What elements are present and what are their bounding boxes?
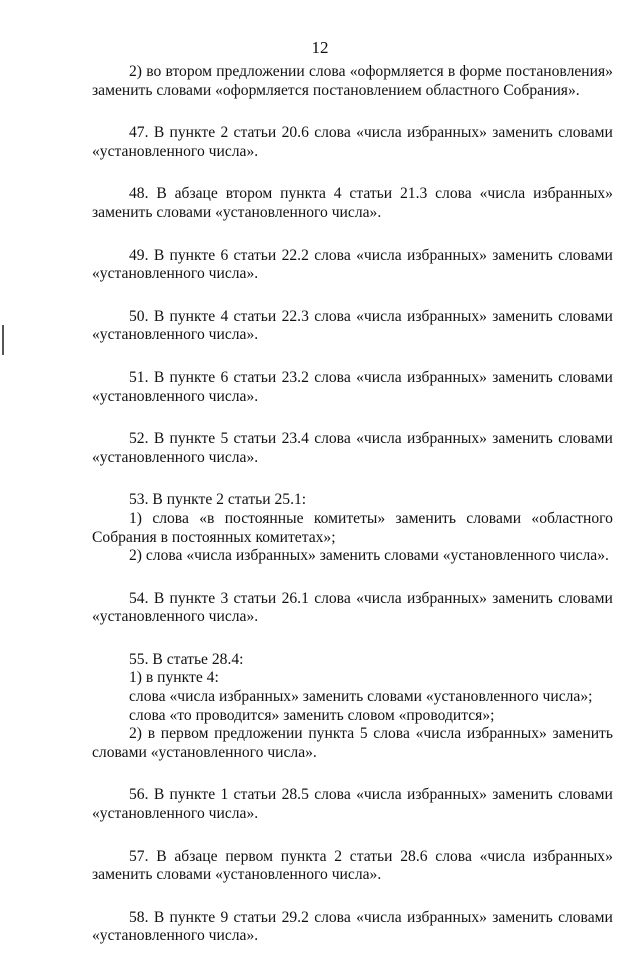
text-line: 48. В абзаце втором пункта 4 статьи 21.3 слова «числа избранных» (129, 185, 613, 203)
text-line: заменить словами «оформляется постановлением областного Собрания». (92, 81, 580, 99)
text-line: «установленного числа». (92, 805, 259, 823)
text-line: заменить словами «установленного числа». (92, 866, 382, 884)
text-line: 1) слова «в постоянные комитеты» заменить словами «областного (129, 509, 613, 527)
text-line: 56. В пункте 1 статьи 28.5 слова «числа избранных» заменить словами (129, 786, 613, 804)
text-line: 58. В пункте 9 статьи 29.2 слова «числа избранных» заменить словами (129, 908, 613, 926)
scan-margin-mark (2, 325, 4, 355)
text-line: 49. В пункте 6 статьи 22.2 слова «числа избранных» заменить словами (129, 246, 613, 264)
text-line: 55. В статье 28.4: (129, 650, 244, 668)
text-line: «установленного числа». (92, 265, 259, 283)
text-line: слова «числа избранных» заменить словами «установленного числа»; (129, 688, 593, 706)
paragraph (92, 786, 613, 823)
paragraph (92, 848, 613, 885)
paragraph (92, 308, 613, 345)
text-line: 57. В абзаце первом пункта 2 статьи 28.6 слова «числа избранных» (129, 847, 613, 865)
paragraph (92, 63, 613, 100)
text-line: 52. В пункте 5 статьи 23.4 слова «числа избранных» заменить словами (129, 430, 613, 448)
text-line: слова «то проводится» заменить словом «проводится»; (129, 706, 495, 724)
paragraph (92, 185, 613, 222)
text-line: Собрания в постоянных комитетах»; (92, 528, 336, 546)
text-line: словами «установленного числа». (92, 743, 317, 761)
text-line: «установленного числа». (92, 448, 259, 466)
text-line: 51. В пункте 6 статьи 23.2 слова «числа избранных» заменить словами (129, 368, 613, 386)
text-line: заменить словами «установленного числа». (92, 203, 382, 221)
paragraph (92, 651, 613, 763)
text-line: «установленного числа». (92, 326, 259, 344)
text-line: 47. В пункте 2 статьи 20.6 слова «числа избранных» заменить словами (129, 124, 613, 142)
paragraph (92, 369, 613, 406)
text-line: 2) в первом предложении пункта 5 слова «числа избранных» заменить (129, 725, 613, 743)
text-line: «установленного числа». (92, 387, 259, 405)
text-line: «установленного числа». (92, 608, 259, 626)
text-line: «установленного числа». (92, 927, 259, 945)
text-line: 50. В пункте 4 статьи 22.3 слова «числа избранных» заменить словами (129, 307, 613, 325)
text-line: 2) во втором предложении слова «оформляется в форме постановления» (129, 63, 613, 80)
paragraph (92, 430, 613, 467)
text-line: «установленного числа». (92, 142, 259, 160)
paragraph (92, 124, 613, 161)
text-line: 1) в пункте 4: (129, 669, 219, 687)
paragraph (92, 247, 613, 284)
text-line: 54. В пункте 3 статьи 26.1 слова «числа избранных» заменить словами (129, 589, 613, 607)
paragraph (92, 909, 613, 946)
page-number: 12 (311, 38, 329, 57)
document-body (92, 63, 613, 970)
paragraph (92, 491, 613, 565)
text-line: 53. В пункте 2 статьи 25.1: (129, 491, 307, 509)
paragraph (92, 590, 613, 627)
text-line: 2) слова «числа избранных» заменить словами «установленного числа». (129, 547, 609, 565)
